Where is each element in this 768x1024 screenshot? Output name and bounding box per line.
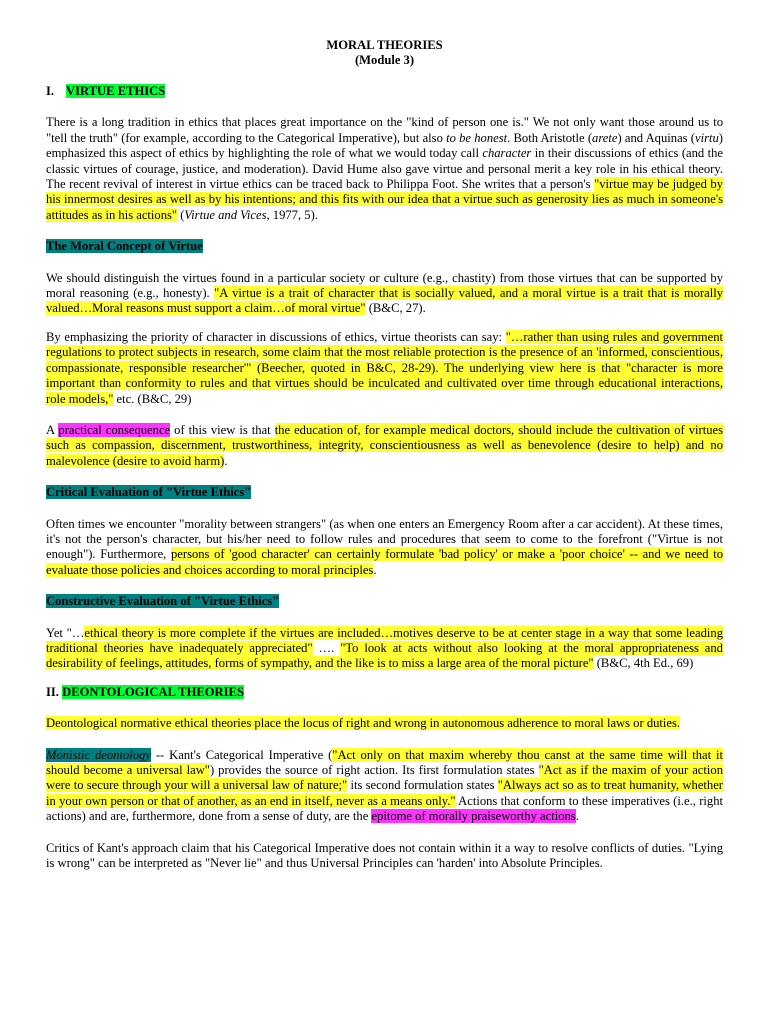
paragraph-constructive-evaluation: Yet "…ethical theory is more complete if the virtues are included…motives deserve to be at center stage in a way that some leading traditional theories have inadequately appreciated" …. "To look at acts without also looking at the moral appropriateness and desirability of feelings, attitudes, forms of sympathy, and the like is to miss a large area of the moral picture" (B&C, 4th Ed., 69) (46, 625, 723, 671)
highlight-second-formulation: "Always act so as to treat humanity, whether in your own person or that of another, as an end in itself, never as a means only." (46, 778, 723, 808)
highlight-first-formulation: "Act only on that maxim whereby thou canst at the same time will that it should become a universal law" (46, 747, 723, 777)
paragraph-kant-critics: Critics of Kant's approach claim that his Categorical Imperative does not contain within it a way to resolve conflicts of duties. "Lying is wrong" can be interpreted as "Never lie" and thus Universal Principles can 'harden' into Absolute Principles. (46, 840, 723, 871)
document-title: MORAL THEORIES (326, 38, 443, 52)
highlight-underlying-view: The underlying view here is that "character is more important than conformity to rules and that virtues should be inculcated and cultivated over time through educational interactions, role models," (46, 360, 723, 406)
highlight-universal-law: "Act as if the maxim of your action were to secure through your will a universal law of nature;" (46, 763, 723, 793)
highlight-foot-quote: "virtue may be judged by his innermost desires as well as by his intentions; and this fits with our idea that a virtue such as generosity lies as much in someone's attitudes as in his actions" (46, 177, 723, 222)
highlight-look-at-acts: "To look at acts without also looking at the moral appropriateness and desirability of feelings, attitudes, forms of sympathy, and the like is to miss a large area of the moral picture" (46, 640, 723, 671)
section-title: DEONTOLOGICAL THEORIES (62, 684, 244, 699)
paragraph-monistic-deontology: Monistic deontology -- Kant's Categorical Imperative ("Act only on that maxim whereby thou canst at the same time will that it should become a universal law") provides the source of right action. Its first formulation states "Act as if the maxim of your action were to secure through your will a universal law of nature;" its second formulation states "Always act so as to treat humanity, whether in your own person or that of another, as an end in itself, never as a means only." Actions that conform to these imperatives (i.e., right actions) and are, furthermore, done from a sense of duty, are the epitome of morally praiseworthy actions. (46, 747, 723, 824)
section-number: II. (46, 684, 59, 699)
section-heading-deontological (46, 685, 723, 700)
highlight-beecher-quote: "…rather than using rules and government regulations to protect subjects in research, some claim that the most reliable protection is the presence of an 'informed, conscientious, compassionate, responsible researcher'" (46, 329, 723, 375)
section-number: I. (46, 84, 55, 98)
highlight-ethical-theory: ethical theory is more complete if the virtues are included…motives deserve to be at center stage in a way that some leading traditional theories have inadequately appreciated" (46, 625, 723, 655)
section-heading-virtue-ethics (46, 84, 723, 99)
section-title: VIRTUE ETHICS (66, 84, 166, 98)
subheading-moral-concept: The Moral Concept of Virtue (46, 239, 203, 254)
paragraph-critical-evaluation: Often times we encounter "morality between strangers" (as when one enters an Emergency Room after a car accident). At these times, it's not the person's character, but his/her need to follow rules and procedures that seem to come to the forefront ("Virtue is not enough"). Furthermore, persons of 'good character' can certainly formulate 'bad policy' or make a 'poor choice' -- and we need to evaluate those policies and choices according to moral principles. (46, 516, 724, 577)
highlight-education: the education of, for example medical doctors, should include the cultivation of virtues such as compassion, discernment, trustworthiness, integrity, conscientiousness as well as benevolence (desire to help) and no malevolence (desire to avoid harm) (46, 422, 723, 468)
highlight-monistic-deontology: Monistic deontology (46, 747, 151, 762)
paragraph-practical-consequence: A practical consequence of this view is that the education of, for example medical doctors, should include the cultivation of virtues such as compassion, discernment, trustworthiness, integrity, conscientiousness as well as benevolence (desire to help) and no malevolence (desire to avoid harm). (46, 422, 723, 468)
highlight-virtue-definition: "A virtue is a trait of character that is socially valued, and a moral virtue is a trait that is morally valued…Moral reasons must support a claim…of moral virtue" (46, 286, 724, 316)
highlight-practical-consequence: practical consequence (58, 422, 171, 437)
paragraph-deontological-intro (46, 716, 723, 731)
highlight-epitome: epitome of morally praiseworthy actions (371, 809, 576, 824)
subheading-constructive-evaluation: Constructive Evaluation of "Virtue Ethics" (46, 594, 280, 609)
highlight-good-character: persons of 'good character' can certainly formulate 'bad policy' or make a 'poor choice' -- and we need to evaluate those policies and choices according to moral principles (46, 547, 724, 577)
highlight-deontological-definition: Deontological normative ethical theories place the locus of right and wrong in autonomous adherence to moral laws or duties. (46, 716, 681, 731)
paragraph-moral-concept: We should distinguish the virtues found in a particular society or culture (e.g., chastity) from those virtues that can be supported by moral reasoning (e.g., honesty). "A virtue is a trait of character that is socially valued, and a moral virtue is a trait that is morally valued…Moral reasons must support a claim…of moral virtue" (B&C, 27). (46, 270, 724, 316)
document-subtitle: (Module 3) (354, 53, 415, 67)
paragraph-virtue-intro: There is a long tradition in ethics that places great importance on the "kind of person one is." We not only want those around us to "tell the truth" (for example, according to the Categorical Imperative), but also to be honest. Both Aristotle (arete) and Aquinas (virtu) emphasized this aspect of ethics by highlighting the role of what we would today call character in their discussions of ethics (and the classic virtues of courage, justice, and moderation). David Hume also gave virtue and personal merit a key role in his ethical theory. The recent revival of interest in virtue ethics can be traced back to Philippa Foot. She writes that a person's "virtue may be judged by his innermost desires as well as by his intentions; and this fits with our idea that a virtue such as generosity lies as much in someone's attitudes as in his actions" (Virtue and Vices, 1977, 5). (46, 115, 723, 222)
paragraph-priority-character: By emphasizing the priority of character in discussions of ethics, virtue theorists can say: "…rather than using rules and government regulations to protect subjects in research, some claim that the most reliable protection is the presence of an 'informed, conscientious, compassionate, responsible researcher'" (Beecher, quoted in B&C, 28-29). The underlying view here is that "character is more important than conformity to rules and that virtues should be inculcated and cultivated over time through educational interactions, role models," etc. (B&C, 29) (46, 329, 723, 406)
document-page (46, 38, 723, 871)
subheading-critical-evaluation: Critical Evaluation of "Virtue Ethics" (46, 485, 252, 500)
